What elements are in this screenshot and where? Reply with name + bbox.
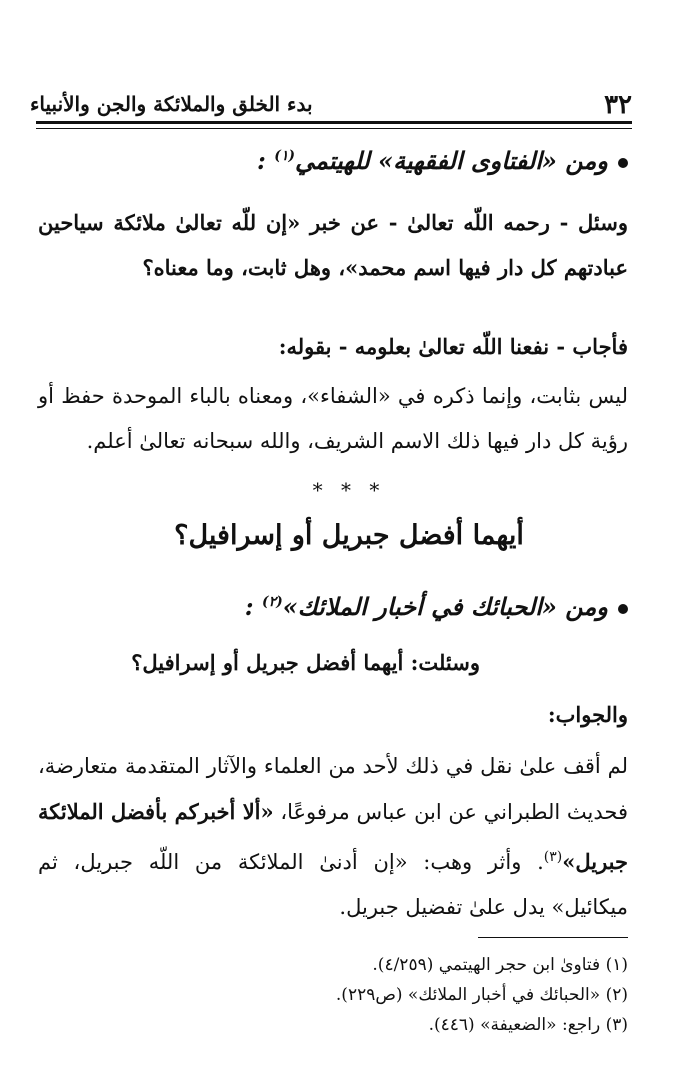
- source-title-1: ومن «الفتاوى الفقهية» للهيتمي: [295, 146, 608, 175]
- source-colon-1: :: [257, 146, 266, 175]
- source-colon-2: :: [244, 592, 254, 621]
- footnote-ref-1: (١): [274, 148, 296, 164]
- footnote-3: (٣) راجع: «الضعيفة» (٤٤٦).: [428, 1015, 628, 1035]
- footnotes: [336, 950, 628, 1040]
- separator-stars: * * *: [312, 478, 386, 502]
- answer-2: [38, 744, 628, 930]
- answer-label-2: والجواب:: [547, 702, 628, 727]
- book-title: بدء الخلق والملائكة والجن والأنبياء: [30, 92, 313, 116]
- bullet-icon: [618, 604, 628, 614]
- footnote-ref-3: (٣): [543, 849, 563, 865]
- running-header: [30, 84, 632, 124]
- source-line-2: [245, 592, 628, 621]
- header-rule-thick: [36, 121, 632, 124]
- footnote-1: (١) فتاوىٰ ابن حجر الهيتمي (٤/٢٥٩).: [372, 955, 628, 975]
- answer-intro-1: فأجاب - نفعنا اللّه تعالىٰ بعلومه - بقوله:: [278, 334, 628, 359]
- hadith-quote: «ألا أخبركم بأفضل الملائكة جبريل»: [38, 799, 628, 874]
- section-heading: أيهما أفضل جبريل أو إسرافيل؟: [174, 520, 524, 551]
- bullet-icon: [618, 158, 628, 168]
- source-line-1: [257, 146, 628, 175]
- footnote-rule: [478, 937, 628, 938]
- question-1: وسئل - رحمه اللّه تعالىٰ - عن خبر «إن للّه تعالىٰ ملائكة سياحين عبادتهم كل دار فيها اسم محمد»، وهل ثابت، وما معناه؟: [38, 210, 628, 280]
- footnote-2: (٢) «الحبائك في أخبار الملائك» (ص٢٢٩).: [335, 985, 628, 1005]
- question-2: وسئلت: أيهما أفضل جبريل أو إسرافيل؟: [131, 650, 480, 675]
- page-number: ٣٢: [604, 90, 632, 120]
- answer-2-part2: . وأثر وهب: «إن أدنىٰ الملائكة من اللّه جبريل، ثم ميكائيل» يدل علىٰ تفضيل جبريل.: [38, 850, 628, 919]
- header-rule-thin: [36, 128, 632, 129]
- answer-1: ليس بثابت، وإنما ذكره في «الشفاء»، ومعناه بالباء الموحدة حفظ أو رؤية كل دار فيها ذلك الاسم الشريف، والله سبحانه تعالىٰ أعلم.: [38, 384, 628, 453]
- footnote-ref-2: (٢): [261, 594, 283, 610]
- source-title-2: ومن «الحبائك في أخبار الملائك»: [282, 592, 608, 621]
- answer-2-part1: لم أقف علىٰ نقل في ذلك لأحد من العلماء والآثار المتقدمة متعارضة، فحديث الطبراني عن ابن عباس مرفوعًا،: [38, 754, 628, 824]
